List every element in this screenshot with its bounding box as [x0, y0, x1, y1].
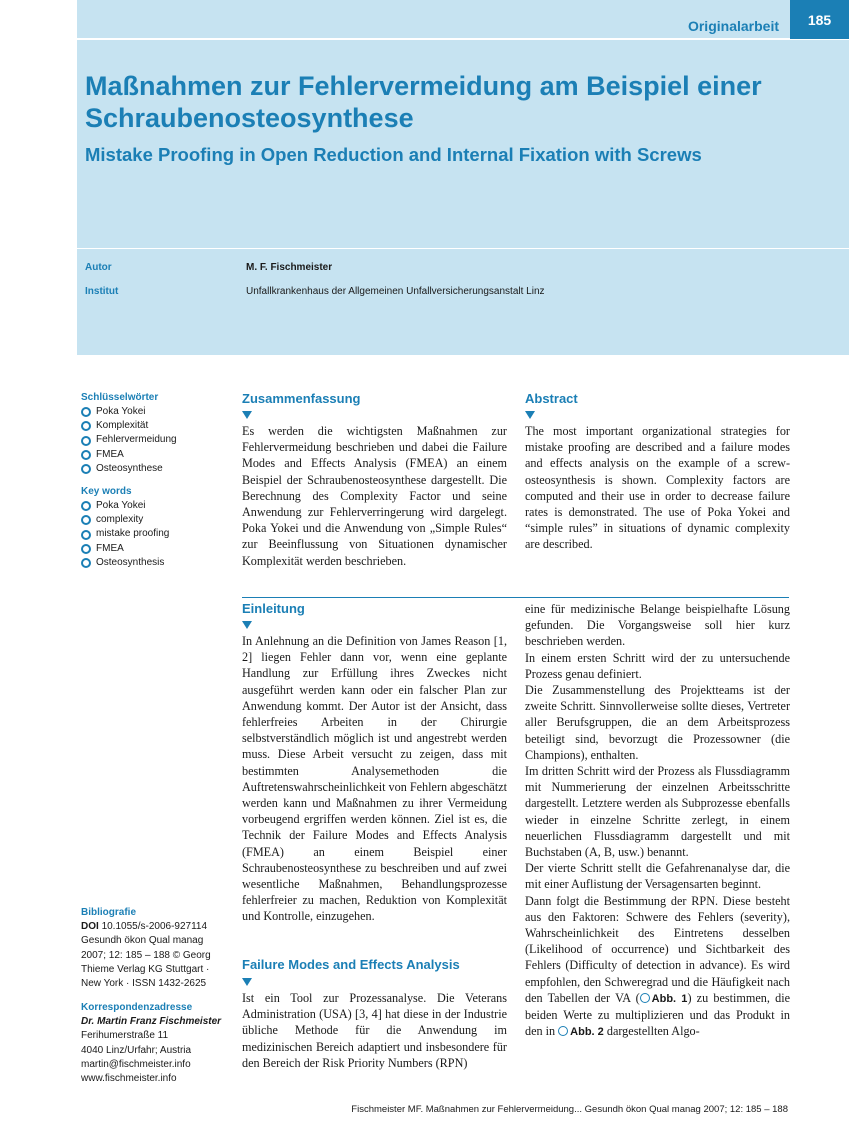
body-right-column [525, 601, 790, 1040]
triangle-marker-icon [525, 411, 535, 419]
keyword-item: Fehlervermeidung [81, 433, 177, 447]
paragraph: Dann folgt die Bestimmung der RPN. Diese besteht aus den Faktoren: Schwere des Fehlers (severity), Wahrscheinlichkeit des Eintretens desselben (Likelihood of occurrence) und Sichtbarkeit des Fehlers (Difficulty of detection in advance). Es wird empfohlen, den Schweregrad und die Häufigkeit nach den Tabellen der VA ( Abb. 1) zu bestimmen, die beiden Werte zu multiplizieren und das Produkt in den in Abb. 2 dargestellten Algo- [525, 893, 790, 1039]
abstract-en-heading: Abstract [525, 391, 578, 406]
bullet-icon [81, 407, 91, 417]
keyword-item: Osteosynthese [81, 462, 177, 476]
bibliography-line: 2007; 12: 185 – 188 © Georg [81, 949, 211, 961]
bibliography [81, 906, 231, 991]
keyword-item: FMEA [81, 542, 169, 556]
abstract-en-text: The most important organizational strategies for mistake proofing are described and a failure modes and effects analysis on the example of a screw-osteosynthesis is shown. Complexity factors are computed and their use in order to decrease failure rates is demonstrated. The use of Poka Yokei and “simple rules” in situations of dynamic complexity are described. [525, 424, 790, 552]
keyword-item: Komplexität [81, 419, 177, 433]
intro-text: In Anlehnung an die Definition von James Reason [1, 2] liegen Fehler dann vor, wenn eine geplante Handlung zur Erfüllung ihres Zweckes nicht ausgeführt werden kann oder ein falscher Plan zur Anwendung kommt. Der Autor ist der Ansicht, dass fehlerfreies Arbeiten in der Chirurgie selbstverständlich möglich ist und angestrebt werden muss. Diese Arbeit versucht zu zeigen, dass mit bestimmten Analysemethoden die Auftretenswahrscheinlichkeit von Fehlern abgeschätzt werden kann und Maßnahmen zu ihrer Vermeidung vorbeugend ergriffen werden können. Ziel ist es, die Technik der Failure Modes and Effects Analysis (FMEA) an einem Beispiel einer Schraubenosteosynthese zu beschreiben und auf zwei wesentliche Maßnahmen, Behandlungsprozesse fehlerfreier zu machen, Reduktion von Komplexität und Kontrolle, einzugehen. [242, 634, 507, 924]
figure-ref-abb1[interactable]: Abb. 1 [651, 992, 688, 1005]
bullet-icon [81, 558, 91, 568]
section-label: Originalarbeit [687, 18, 779, 34]
triangle-marker-icon [242, 621, 252, 629]
fmea-text: Ist ein Tool zur Prozessanalyse. Die Veterans Administration (USA) [3, 4] hat diese in der Industrie übliche Methode für die Anwendung im medizinischen Bereich adaptiert und insbesondere für den Bereich der Risk Priority Numbers (RPN) [242, 991, 507, 1070]
bibliography-heading: Bibliografie [81, 907, 137, 918]
keyword-item: complexity [81, 513, 169, 527]
keywords-de-list [81, 405, 177, 476]
bullet-icon [81, 530, 91, 540]
address-line: Ferihumerstraße 11 [81, 1030, 169, 1042]
meta-divider [77, 248, 849, 249]
triangle-marker-icon [242, 978, 252, 986]
figure-ref-abb2[interactable]: Abb. 2 [570, 1026, 604, 1039]
keyword-item: mistake proofing [81, 527, 169, 541]
article-title-de: Maßnahmen zur Fehlervermeidung am Beispiel einer Schraubenosteosynthese [85, 71, 762, 133]
paragraph: In einem ersten Schritt wird der zu untersuchende Prozess genau definiert. [525, 650, 790, 681]
paragraph: Die Zusammenstellung des Projektteams ist der zweite Schritt. Sinnvollerweise sollte dieses, Vertreter aller Berufsgruppen, die an dem Arbeitsprozess beteiligt sind, bevorzugt die Prozessowner (die Champions), enthalten. [525, 683, 790, 762]
paragraph: eine für medizinische Belange beispielhafte Lösung gefunden. Die Vorgangsweise soll hier kurz beschrieben werden. [525, 602, 790, 649]
bullet-icon [81, 464, 91, 474]
fmea-heading: Failure Modes and Effects Analysis [242, 957, 460, 972]
email-link[interactable]: martin@fischmeister.info [81, 1058, 191, 1070]
bibliography-line: New York · ISSN 1432-2625 [81, 978, 207, 990]
keyword-item: FMEA [81, 448, 177, 462]
address-line: 4040 Linz/Urfahr; Austria [81, 1044, 192, 1056]
bullet-icon [81, 544, 91, 554]
keywords-de-heading: Schlüsselwörter [81, 392, 159, 403]
bibliography-line: Thieme Verlag KG Stuttgart · [81, 963, 210, 975]
correspondence-name: Dr. Martin Franz Fischmeister [81, 1016, 222, 1028]
keywords-en-list [81, 499, 169, 570]
abstract-de-text: Es werden die wichtigsten Maßnahmen zur Fehlervermeidung beschrieben und dabei die Failure Modes and Effects Analysis (FMEA) an einem Beispiel der Schraubenosteosynthese dargestellt. Die Berechnung des Complexity Factor und seine Anwendung zur Fehlerverringerung wird dargelegt. Poka Yokei und die Anwendung von „Simple Rules“ zur Beeinflussung von Situationen dynamischer Komplexität werden beschrieben. [242, 424, 507, 568]
figure-ref-icon [640, 993, 650, 1003]
bullet-icon [81, 436, 91, 446]
header-divider [77, 38, 849, 40]
keywords-en-heading: Key words [81, 486, 132, 497]
footer-citation: Fischmeister MF. Maßnahmen zur Fehlervermeidung... Gesundh ökon Qual manag 2007; 12: 185 – 188 [351, 1104, 788, 1115]
author-value: M. F. Fischmeister [246, 262, 333, 273]
keyword-item: Poka Yokei [81, 499, 169, 513]
paragraph: Im dritten Schritt wird der Prozess als Flussdiagramm mit Nummerierung der einzelnen Arbeitsschritte dargestellt. Letztere werden als Subprozesse ebenfalls wieder in einzelne Schritte zerlegt, in einem neuerlichen Flussdiagramm dargestellt und mit Buchstaben (A, B, usw.) benannt. [525, 764, 790, 860]
intro-heading: Einleitung [242, 601, 305, 616]
abstract-de-heading: Zusammenfassung [242, 391, 361, 406]
doi-value[interactable]: 10.1055/s-2006-927114 [101, 921, 208, 933]
page-number: 185 [790, 0, 849, 39]
author-label: Autor [85, 262, 112, 273]
bullet-icon [81, 421, 91, 431]
section-divider [242, 597, 789, 598]
keyword-item: Osteosynthesis [81, 556, 169, 570]
bullet-icon [81, 515, 91, 525]
bullet-icon [81, 450, 91, 460]
institute-value: Unfallkrankenhaus der Allgemeinen Unfallversicherungsanstalt Linz [246, 286, 545, 297]
triangle-marker-icon [242, 411, 252, 419]
keyword-item: Poka Yokei [81, 405, 177, 419]
paragraph: Der vierte Schritt stellt die Gefahrenanalyse dar, die mit einer Auflistung der Versagensarten beginnt. [525, 861, 790, 892]
website-link[interactable]: www.fischmeister.info [81, 1073, 177, 1085]
article-title-en: Mistake Proofing in Open Reduction and Internal Fixation with Screws [85, 144, 702, 165]
bibliography-line: Gesundh ökon Qual manag [81, 935, 204, 947]
doi-line: DOI 10.1055/s-2006-927114 [81, 921, 208, 933]
header-band [77, 0, 849, 355]
correspondence [81, 1001, 231, 1086]
institute-label: Institut [85, 286, 119, 297]
figure-ref-icon [558, 1026, 568, 1036]
correspondence-heading: Korrespondenzadresse [81, 1002, 193, 1013]
bullet-icon [81, 501, 91, 511]
